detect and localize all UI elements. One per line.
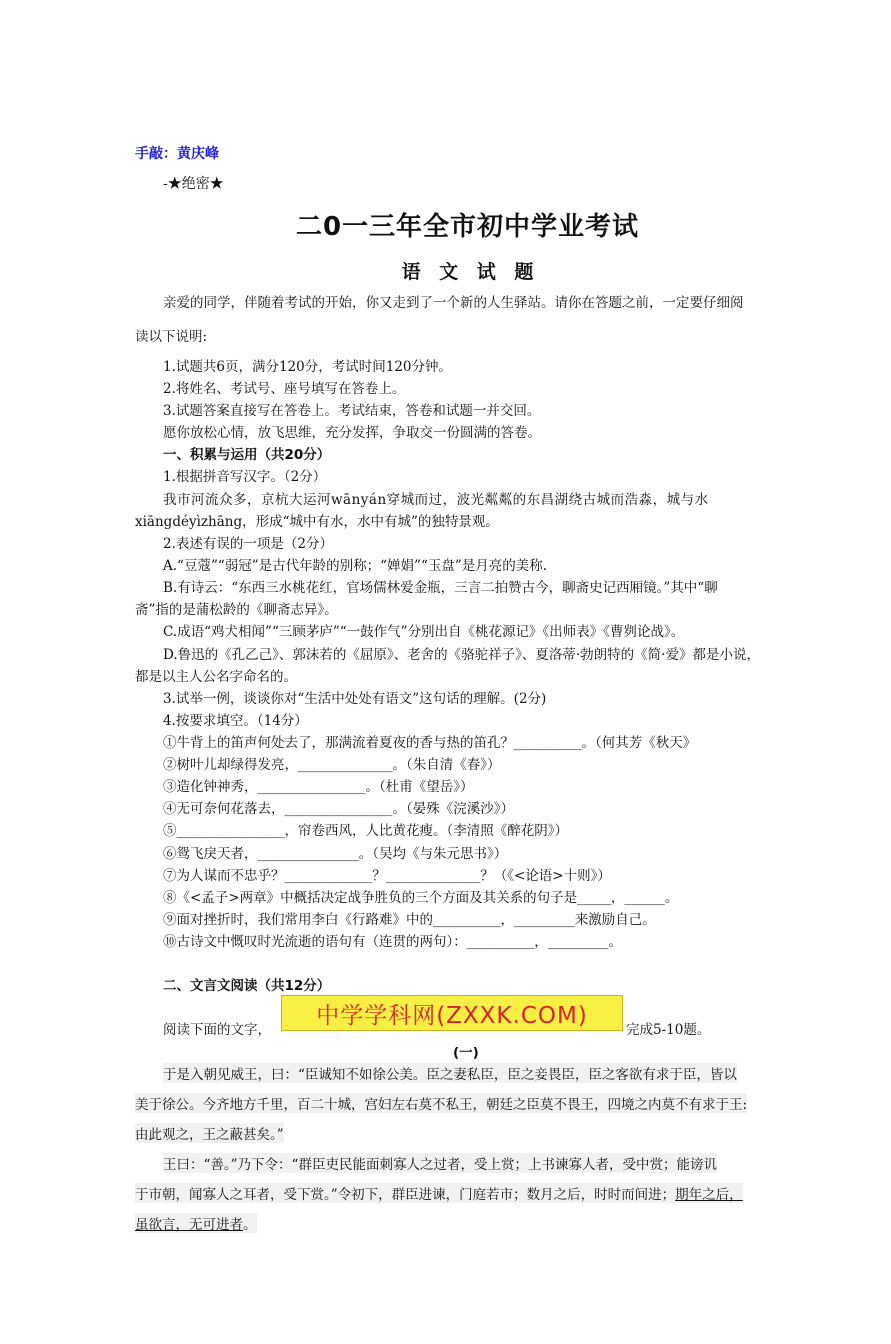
passage-line-6-end: 。 <box>243 1217 257 1233</box>
rule-3: 3.试题答案直接写在答卷上。考试结束，答卷和试题一并交回。 <box>163 403 541 419</box>
fill-item-6: ⑥鸳飞戾天者，_______________。（吴均《与朱元思书》） <box>163 846 508 862</box>
question-2-option-b-2: 斋”指的是蒲松龄的《聊斋志异》。 <box>135 602 338 618</box>
intro-line-2: 读以下说明: <box>135 329 208 345</box>
confidential-mark: -★绝密★ <box>163 176 224 192</box>
question-3: 3.试举一例，谈谈你对“生活中处处有语文”这句话的理解。(2分) <box>163 691 547 707</box>
question-2: 2.表述有误的一项是（2分） <box>163 536 333 552</box>
exam-title: 二0一三年全市初中学业考试 <box>295 212 640 242</box>
fill-item-3: ③造化钟神秀，________________。（杜甫《望岳》） <box>163 779 474 795</box>
fill-item-10: ⑩古诗文中慨叹时光流逝的语句有（连贯的两句）：__________，_________。 <box>163 934 622 950</box>
question-2-option-d-1: D.鲁迅的《孔乙己》、郭沫若的《屈原》、老舍的《骆驼祥子》、夏洛蒂·勃朗特的《简·爱》都是小说， <box>163 647 760 663</box>
passage-part-label: (一) <box>453 1045 479 1061</box>
question-1-text-1: 我市河流众多，京杭大运河wānyán穿城而过，波光粼粼的东昌湖绕古城而浩淼，城与水 <box>163 492 709 508</box>
exam-subtitle: 语 文 试 题 <box>401 261 534 283</box>
question-4: 4.按要求填空。（14分） <box>163 713 308 729</box>
passage-underlined-1: 期年之后， <box>675 1187 743 1203</box>
passage-line-6 <box>135 1213 257 1233</box>
question-2-option-d-2: 都是以主人公名字命名的。 <box>135 669 297 685</box>
rule-4: 愿你放松心情，放飞思维，充分发挥，争取交一份圆满的答卷。 <box>163 425 541 441</box>
fill-item-8: ⑧《<孟子>两章》中概括决定战争胜负的三个方面及其关系的句子是_____，______。 <box>163 890 679 906</box>
section-1-heading: 一、积累与运用（共20分） <box>163 447 331 463</box>
fill-item-1: ①牛背上的笛声何处去了，那满流着夏夜的香与热的笛孔？__________。（何其芳《秋天》 <box>163 735 697 751</box>
fill-item-9: ⑨面对挫折时，我们常用李白《行路难》中的__________，_________来激励自己。 <box>163 912 656 928</box>
watermark-banner: 中学学科网(ZXXK.COM) <box>281 995 623 1031</box>
passage-line-2: 美于徐公。今齐地方千里，百二十城，宫妇左右莫不私王，朝廷之臣莫不畏王，四境之内莫不有求于王: <box>135 1093 747 1113</box>
passage-line-1: 于是入朝见威王，曰：“臣诚知不如徐公美。臣之妻私臣，臣之妾畏臣，臣之客欲有求于臣，皆以 <box>163 1063 737 1083</box>
read-instruction-before: 阅读下面的文字， <box>163 1022 271 1038</box>
passage-line-5 <box>135 1183 743 1203</box>
question-2-option-c: C.成语“鸡犬相闻”“三顾茅庐”“一鼓作气”分别出自《桃花源记》《出师表》《曹刿论战》。 <box>163 624 685 640</box>
passage-line-4: 王曰：“善。”乃下令：“群臣吏民能面刺寡人之过者，受上赏；上书谏寡人者，受中赏；能谤讥 <box>163 1153 717 1173</box>
rule-1: 1.试题共6页，满分120分，考试时间120分钟。 <box>163 359 453 375</box>
question-1-text-2: xiāngdéyìzhāng，形成“城中有水，水中有城”的独特景观。 <box>135 514 499 530</box>
fill-item-5: ⑤________________，帘卷西风，人比黄花瘦。（李清照《醉花阴》） <box>163 823 568 839</box>
read-instruction-after: 完成5-10题。 <box>626 1022 711 1038</box>
section-2-heading: 二、文言文阅读（共12分） <box>163 978 331 994</box>
typist-credit: 手敲：黄庆峰 <box>135 146 219 162</box>
passage-line-5-text: 于市朝，闻寡人之耳者，受下赏。”令初下，群臣进谏，门庭若市；数月之后，时时而间进； <box>135 1187 676 1203</box>
fill-item-4: ④无可奈何花落去，________________。（晏殊《浣溪沙》） <box>163 801 514 817</box>
fill-item-7: ⑦为人谋而不忠乎？_____________？______________？（《<论语>十则》） <box>163 868 611 884</box>
question-2-option-a: A.“豆蔻”“弱冠”是古代年龄的别称；“婵娟”“玉盘”是月亮的美称. <box>163 558 548 574</box>
question-2-option-b-1: B.有诗云：“东西三水桃花红，官场儒林爱金瓶，三言二拍赞古今，聊斋史记西厢镜。”其中“聊 <box>163 580 718 596</box>
intro-line-1: 亲爱的同学，伴随着考试的开始，你又走到了一个新的人生驿站。请你在答题之前，一定要仔细阅 <box>163 295 744 311</box>
fill-item-2: ②树叶儿却绿得发亮，______________。（朱自清《春》） <box>163 757 501 773</box>
passage-line-3: 由此观之，王之蔽甚矣。” <box>135 1123 284 1143</box>
question-1: 1.根据拼音写汉字。（2分） <box>163 469 327 485</box>
passage-underlined-2: 虽欲言，无可进者 <box>135 1217 243 1233</box>
rule-2: 2.将姓名、考试号、座号填写在答卷上。 <box>163 381 406 397</box>
